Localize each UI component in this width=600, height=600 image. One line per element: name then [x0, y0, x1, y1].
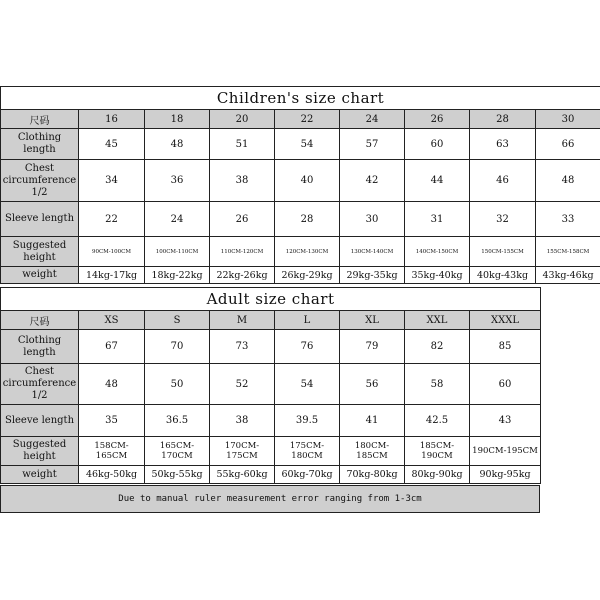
row-label: Chest circumference 1/2 — [1, 160, 79, 202]
adult-size-xxxl: XXXL — [470, 311, 541, 330]
table-cell: 34 — [79, 160, 145, 202]
table-cell: 32 — [470, 202, 536, 237]
table-cell: 57 — [340, 129, 405, 160]
table-cell: 48 — [145, 129, 210, 160]
table-cell: 70 — [145, 330, 210, 364]
table-cell: 140CM-150CM — [405, 237, 470, 267]
table-cell: 76 — [275, 330, 340, 364]
table-cell: 48 — [536, 160, 600, 202]
row-label: Clothing length — [1, 129, 79, 160]
table-cell: 31 — [405, 202, 470, 237]
table-cell: 42.5 — [405, 405, 470, 437]
table-cell: 85 — [470, 330, 541, 364]
table-cell: 29kg-35kg — [340, 267, 405, 284]
table-cell: 63 — [470, 129, 536, 160]
table-cell: 130CM-140CM — [340, 237, 405, 267]
children-size-20: 20 — [210, 110, 275, 129]
table-cell: 40kg-43kg — [470, 267, 536, 284]
table-cell: 36 — [145, 160, 210, 202]
table-cell: 26kg-29kg — [275, 267, 340, 284]
table-cell: 39.5 — [275, 405, 340, 437]
adult-chest-row — [1, 364, 541, 405]
row-label: weight — [1, 267, 79, 284]
table-cell: 45 — [79, 129, 145, 160]
table-cell: 46kg-50kg — [79, 466, 145, 484]
row-label: weight — [1, 466, 79, 484]
table-cell: 36.5 — [145, 405, 210, 437]
table-cell: 26 — [210, 202, 275, 237]
table-cell: 60 — [470, 364, 541, 405]
table-cell: 79 — [340, 330, 405, 364]
row-label: Chest circumference 1/2 — [1, 364, 79, 405]
table-cell: 80kg-90kg — [405, 466, 470, 484]
children-size-30: 30 — [536, 110, 600, 129]
adult-sleeve-row — [1, 405, 541, 437]
table-cell: 90kg-95kg — [470, 466, 541, 484]
children-size-26: 26 — [405, 110, 470, 129]
table-cell: 82 — [405, 330, 470, 364]
table-cell: 28 — [275, 202, 340, 237]
table-cell: 100CM-110CM — [145, 237, 210, 267]
children-chest-row — [1, 160, 600, 202]
table-cell: 180CM-185CM — [340, 437, 405, 466]
table-cell: 158CM-165CM — [79, 437, 145, 466]
adult-size-header-row — [1, 311, 541, 330]
table-cell: 55kg-60kg — [210, 466, 275, 484]
table-cell: 42 — [340, 160, 405, 202]
adult-chart-title: Adult size chart — [1, 288, 541, 311]
children-size-28: 28 — [470, 110, 536, 129]
children-size-24: 24 — [340, 110, 405, 129]
children-size-18: 18 — [145, 110, 210, 129]
table-cell: 33 — [536, 202, 600, 237]
measurement-note: Due to manual ruler measurement error ranging from 1-3cm — [0, 485, 540, 513]
table-cell: 24 — [145, 202, 210, 237]
table-cell: 35 — [79, 405, 145, 437]
children-height-row — [1, 237, 600, 267]
adult-size-xxl: XXL — [405, 311, 470, 330]
table-cell: 14kg-17kg — [79, 267, 145, 284]
table-cell: 165CM-170CM — [145, 437, 210, 466]
table-cell: 60 — [405, 129, 470, 160]
table-cell: 150CM-155CM — [470, 237, 536, 267]
children-clothing-length-row — [1, 129, 600, 160]
table-cell: 41 — [340, 405, 405, 437]
table-cell: 51 — [210, 129, 275, 160]
row-label: Suggested height — [1, 237, 79, 267]
table-cell: 185CM-190CM — [405, 437, 470, 466]
adult-clothing-length-row — [1, 330, 541, 364]
children-size-table — [0, 86, 600, 284]
table-cell: 35kg-40kg — [405, 267, 470, 284]
table-cell: 66 — [536, 129, 600, 160]
children-size-header-label: 尺码 — [1, 110, 79, 129]
table-cell: 18kg-22kg — [145, 267, 210, 284]
table-cell: 190CM-195CM — [470, 437, 541, 466]
table-cell: 155CM-158CM — [536, 237, 600, 267]
table-cell: 46 — [470, 160, 536, 202]
table-cell: 48 — [79, 364, 145, 405]
table-cell: 175CM-180CM — [275, 437, 340, 466]
children-sleeve-row — [1, 202, 600, 237]
table-cell: 43kg-46kg — [536, 267, 600, 284]
table-cell: 60kg-70kg — [275, 466, 340, 484]
children-weight-row — [1, 267, 600, 284]
table-cell: 70kg-80kg — [340, 466, 405, 484]
adult-height-row — [1, 437, 541, 466]
adult-size-l: L — [275, 311, 340, 330]
table-cell: 58 — [405, 364, 470, 405]
table-cell: 90CM-100CM — [79, 237, 145, 267]
adult-size-xs: XS — [79, 311, 145, 330]
table-cell: 67 — [79, 330, 145, 364]
table-cell: 110CM-120CM — [210, 237, 275, 267]
table-cell: 38 — [210, 405, 275, 437]
table-cell: 120CM-130CM — [275, 237, 340, 267]
children-chart-title: Children's size chart — [1, 87, 600, 110]
table-cell: 54 — [275, 129, 340, 160]
table-cell: 30 — [340, 202, 405, 237]
table-cell: 73 — [210, 330, 275, 364]
table-cell: 22kg-26kg — [210, 267, 275, 284]
children-size-header-row — [1, 110, 600, 129]
row-label: Suggested height — [1, 437, 79, 466]
row-label: Sleeve length — [1, 405, 79, 437]
row-label: Clothing length — [1, 330, 79, 364]
adult-size-table — [0, 287, 541, 484]
adult-weight-row — [1, 466, 541, 484]
table-cell: 44 — [405, 160, 470, 202]
table-cell: 38 — [210, 160, 275, 202]
adult-size-m: M — [210, 311, 275, 330]
table-cell: 50kg-55kg — [145, 466, 210, 484]
row-label: Sleeve length — [1, 202, 79, 237]
children-size-22: 22 — [275, 110, 340, 129]
adult-size-xl: XL — [340, 311, 405, 330]
table-cell: 22 — [79, 202, 145, 237]
adult-size-header-label: 尺码 — [1, 311, 79, 330]
children-size-16: 16 — [79, 110, 145, 129]
table-cell: 52 — [210, 364, 275, 405]
adult-size-s: S — [145, 311, 210, 330]
table-cell: 170CM-175CM — [210, 437, 275, 466]
table-cell: 54 — [275, 364, 340, 405]
table-cell: 43 — [470, 405, 541, 437]
table-cell: 40 — [275, 160, 340, 202]
table-cell: 56 — [340, 364, 405, 405]
table-cell: 50 — [145, 364, 210, 405]
